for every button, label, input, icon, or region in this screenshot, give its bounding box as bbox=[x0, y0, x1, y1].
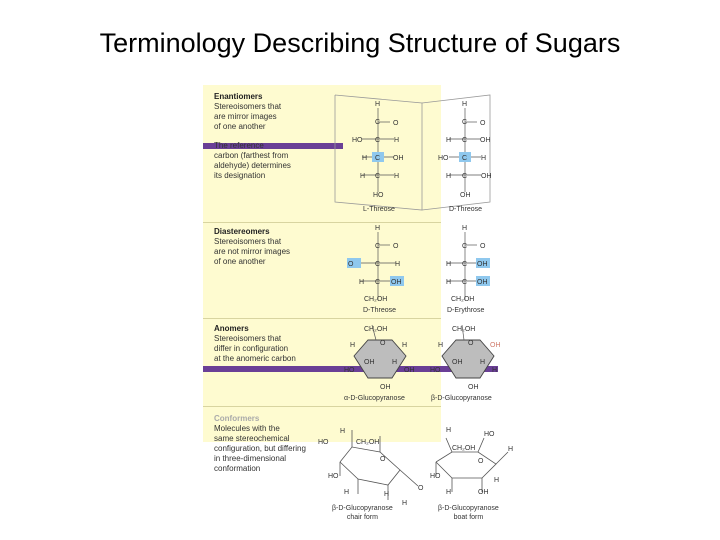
svg-text:O: O bbox=[393, 120, 399, 127]
svg-text:CH₂OH: CH₂OH bbox=[356, 439, 380, 446]
svg-text:H: H bbox=[508, 446, 514, 453]
page-title: Terminology Describing Structure of Sugars bbox=[99, 28, 621, 58]
svg-text:H: H bbox=[494, 477, 500, 484]
svg-text:H: H bbox=[446, 173, 452, 180]
svg-text:O: O bbox=[380, 340, 386, 347]
svg-text:H: H bbox=[446, 279, 452, 286]
svg-text:C: C bbox=[462, 261, 468, 268]
d-erythrose-caption: D-Erythrose bbox=[447, 307, 485, 314]
svg-text:OH: OH bbox=[490, 342, 501, 349]
svg-text:H: H bbox=[462, 101, 468, 108]
svg-text:C: C bbox=[462, 243, 468, 250]
svg-text:CH₂OH: CH₂OH bbox=[452, 326, 476, 333]
svg-text:OH: OH bbox=[477, 279, 488, 286]
svg-text:H: H bbox=[446, 137, 452, 144]
svg-text:H: H bbox=[384, 491, 390, 498]
svg-text:H: H bbox=[344, 489, 350, 496]
svg-text:C: C bbox=[462, 137, 468, 144]
svg-text:HO: HO bbox=[344, 367, 355, 374]
svg-text:C: C bbox=[375, 243, 381, 250]
svg-text:C: C bbox=[462, 155, 468, 162]
svg-text:HO: HO bbox=[438, 155, 449, 162]
l-threose-caption: L-Threose bbox=[363, 206, 395, 213]
svg-text:OH: OH bbox=[404, 367, 415, 374]
svg-text:OH: OH bbox=[380, 384, 391, 391]
boat-form-caption: β-D-Glucopyranose boat form bbox=[438, 505, 499, 521]
svg-text:C: C bbox=[462, 119, 468, 126]
svg-text:C: C bbox=[375, 119, 381, 126]
diastereomers-heading: Diastereomers bbox=[214, 227, 270, 236]
svg-text:CH₂OH: CH₂OH bbox=[364, 296, 388, 303]
svg-text:H: H bbox=[492, 367, 498, 374]
svg-text:HO: HO bbox=[484, 431, 495, 438]
diastereomers-description: Stereoisomers that are not mirror images of one another bbox=[214, 237, 291, 266]
svg-text:O: O bbox=[480, 243, 486, 250]
svg-text:OH: OH bbox=[364, 359, 375, 366]
svg-text:CH₂OH: CH₂OH bbox=[364, 326, 388, 333]
enantiomers-description: Stereoisomers that are mirror images of one another bbox=[214, 102, 282, 131]
svg-text:HO: HO bbox=[430, 473, 441, 480]
svg-text:O: O bbox=[348, 261, 354, 268]
svg-text:OH: OH bbox=[460, 192, 471, 199]
enantiomers-heading: Enantiomers bbox=[214, 92, 263, 101]
svg-text:OH: OH bbox=[468, 384, 479, 391]
svg-text:HO: HO bbox=[373, 192, 384, 199]
svg-text:C: C bbox=[462, 173, 468, 180]
svg-text:H: H bbox=[480, 359, 486, 366]
svg-text:H: H bbox=[359, 279, 365, 286]
svg-text:H: H bbox=[340, 428, 346, 435]
svg-text:HO: HO bbox=[318, 439, 329, 446]
d-threose-diastereomer-caption: D-Threose bbox=[363, 307, 397, 314]
svg-text:H: H bbox=[446, 427, 452, 434]
svg-text:HO: HO bbox=[430, 367, 441, 374]
svg-text:O: O bbox=[380, 456, 386, 463]
alpha-glucopyranose-caption: α-D-Glucopyranose bbox=[344, 395, 405, 402]
svg-text:H: H bbox=[446, 261, 452, 268]
svg-text:H: H bbox=[375, 101, 381, 108]
svg-text:O: O bbox=[468, 340, 474, 347]
svg-text:CH₂OH: CH₂OH bbox=[452, 445, 476, 452]
anomers-description: Stereoisomers that differ in configuration at the anomeric carbon bbox=[214, 334, 296, 363]
svg-text:H: H bbox=[446, 489, 452, 496]
svg-text:H: H bbox=[481, 155, 487, 162]
svg-text:OH: OH bbox=[481, 173, 492, 180]
svg-text:C: C bbox=[462, 279, 468, 286]
svg-text:O: O bbox=[480, 120, 486, 127]
beta-glucopyranose-caption: β-D-Glucopyranose bbox=[431, 395, 492, 402]
svg-text:H: H bbox=[402, 342, 408, 349]
svg-text:OH: OH bbox=[452, 359, 463, 366]
svg-text:CH₂OH: CH₂OH bbox=[451, 296, 475, 303]
svg-text:C: C bbox=[375, 155, 381, 162]
d-threose-caption: D-Threose bbox=[449, 206, 483, 213]
svg-text:C: C bbox=[375, 173, 381, 180]
svg-text:HO: HO bbox=[328, 473, 339, 480]
svg-text:OH: OH bbox=[480, 137, 491, 144]
svg-text:OH: OH bbox=[391, 279, 402, 286]
svg-text:OH: OH bbox=[478, 489, 489, 496]
reference-carbon-note: The reference carbon (farthest from aldehyde) determines its designation bbox=[214, 141, 291, 180]
svg-text:H: H bbox=[395, 261, 401, 268]
svg-text:H: H bbox=[402, 500, 408, 507]
chair-form-caption: β-D-Glucopyranose chair form bbox=[332, 505, 393, 521]
svg-text:C: C bbox=[375, 261, 381, 268]
anomers-heading: Anomers bbox=[214, 324, 249, 333]
svg-text:HO: HO bbox=[352, 137, 363, 144]
conformers-description: Molecules with the same stereochemical configuration, but differing in three-dimensional conformation bbox=[214, 424, 306, 473]
svg-text:H: H bbox=[392, 359, 398, 366]
conformers-heading: Conformers bbox=[214, 414, 260, 423]
svg-text:H: H bbox=[394, 173, 400, 180]
svg-text:C: C bbox=[375, 279, 381, 286]
svg-text:C: C bbox=[375, 137, 381, 144]
svg-text:O: O bbox=[393, 243, 399, 250]
svg-text:H: H bbox=[438, 342, 444, 349]
svg-text:H: H bbox=[362, 155, 368, 162]
svg-text:H: H bbox=[360, 173, 366, 180]
svg-text:H: H bbox=[350, 342, 356, 349]
svg-text:O: O bbox=[478, 458, 484, 465]
svg-text:H: H bbox=[375, 225, 381, 232]
svg-text:H: H bbox=[462, 225, 468, 232]
svg-text:OH: OH bbox=[477, 261, 488, 268]
svg-text:H: H bbox=[394, 137, 400, 144]
svg-text:OH: OH bbox=[393, 155, 404, 162]
svg-text:O: O bbox=[418, 485, 424, 492]
